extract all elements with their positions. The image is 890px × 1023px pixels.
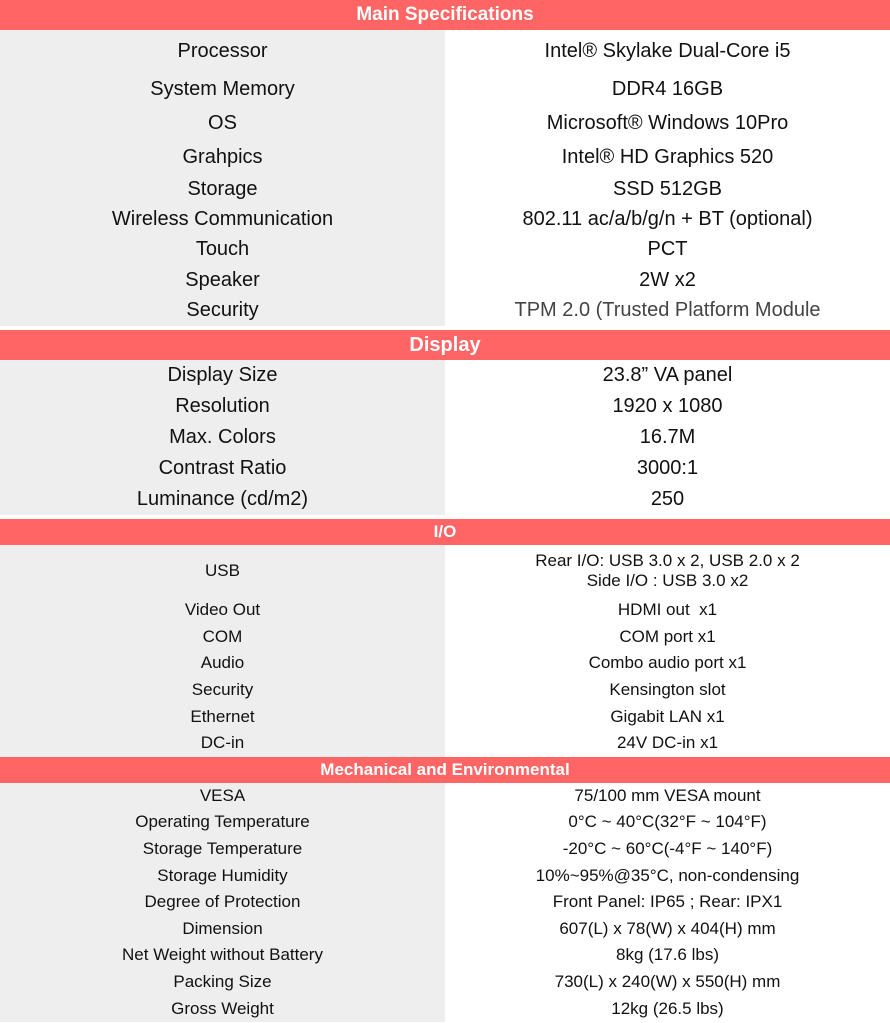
spec-value-line: Gigabit LAN x1	[610, 706, 725, 726]
spec-label: Video Out	[0, 597, 445, 624]
spec-value-line: Intel® Skylake Dual-Core i5	[544, 39, 791, 62]
spec-value-line: 0°C ~ 40°C(32°F ~ 104°F)	[568, 812, 767, 832]
spec-value-line: Side I/O : USB 3.0 x2	[586, 571, 749, 590]
spec-value	[445, 783, 890, 810]
spec-value	[445, 174, 890, 204]
spec-label: Ethernet	[0, 703, 445, 730]
spec-row	[0, 969, 890, 996]
spec-value	[445, 836, 890, 863]
section-rows	[0, 30, 890, 326]
spec-label: Dimension	[0, 916, 445, 943]
spec-value-line: Kensington slot	[609, 680, 726, 700]
spec-row	[0, 391, 890, 422]
spec-value-line: HDMI out x1	[617, 600, 718, 620]
spec-value-line: 24V DC-in x1	[616, 733, 719, 753]
spec-label: Security	[0, 295, 445, 326]
spec-value	[445, 106, 890, 140]
spec-row	[0, 783, 890, 810]
spec-value	[445, 484, 890, 515]
spec-row	[0, 30, 890, 72]
section-title: Display	[0, 330, 890, 360]
spec-row	[0, 453, 890, 484]
spec-label: DC-in	[0, 730, 445, 757]
spec-row	[0, 942, 890, 969]
section-title: I/O	[0, 519, 890, 545]
spec-value-line: DDR4 16GB	[611, 77, 724, 100]
spec-value-line: 730(L) x 240(W) x 550(H) mm	[554, 972, 781, 992]
spec-row	[0, 106, 890, 140]
section-title: Main Specifications	[0, 0, 890, 30]
spec-value	[445, 295, 890, 326]
spec-value	[445, 204, 890, 234]
spec-label: Grahpics	[0, 140, 445, 174]
section-rows	[0, 360, 890, 515]
spec-label: Degree of Protection	[0, 889, 445, 916]
spec-row	[0, 836, 890, 863]
spec-label: Contrast Ratio	[0, 453, 445, 484]
spec-row	[0, 360, 890, 391]
spec-row	[0, 650, 890, 677]
spec-value-line: SSD 512GB	[613, 177, 722, 200]
spec-value	[445, 422, 890, 453]
spec-row	[0, 484, 890, 515]
spec-value	[445, 862, 890, 889]
spec-label: COM	[0, 624, 445, 651]
spec-label: Storage	[0, 174, 445, 204]
section-mechanical-environmental	[0, 757, 890, 1022]
spec-value-line: 16.7M	[639, 426, 696, 448]
spec-value-line: 607(L) x 78(W) x 404(H) mm	[559, 918, 776, 938]
spec-label: Luminance (cd/m2)	[0, 484, 445, 515]
spec-value	[445, 360, 890, 391]
spec-value-line: Rear I/O: USB 3.0 x 2, USB 2.0 x 2	[535, 551, 800, 570]
spec-value	[445, 730, 890, 757]
spec-row	[0, 703, 890, 730]
spec-label: OS	[0, 106, 445, 140]
spec-value-line: 23.8” VA panel	[602, 364, 733, 386]
spec-row	[0, 265, 890, 295]
spec-value-line: TPM 2.0 (Trusted Platform Module	[514, 299, 821, 321]
spec-label: Audio	[0, 650, 445, 677]
spec-value-line: 8kg (17.6 lbs)	[616, 945, 719, 965]
spec-value	[445, 72, 890, 106]
section-rows	[0, 783, 890, 1022]
spec-label: Operating Temperature	[0, 809, 445, 836]
spec-value	[445, 889, 890, 916]
spec-value-line: 10%~95%@35°C, non-condensing	[535, 865, 800, 885]
spec-row	[0, 730, 890, 757]
spec-value-line: 250	[650, 488, 685, 510]
spec-row	[0, 422, 890, 453]
spec-value	[445, 545, 890, 597]
spec-value	[445, 624, 890, 651]
spec-row	[0, 995, 890, 1022]
spec-label: Gross Weight	[0, 995, 445, 1022]
spec-label: Storage Temperature	[0, 836, 445, 863]
spec-value-line: 802.11 ac/a/b/g/n + BT (optional)	[522, 207, 813, 230]
spec-row	[0, 204, 890, 234]
spec-row	[0, 624, 890, 651]
spec-value-line: 12kg (26.5 lbs)	[611, 998, 724, 1018]
section-display	[0, 330, 890, 515]
spec-row	[0, 140, 890, 174]
spec-value-line: 2W x2	[639, 268, 696, 291]
spec-row	[0, 862, 890, 889]
spec-row	[0, 809, 890, 836]
spec-value	[445, 995, 890, 1022]
spec-row	[0, 677, 890, 704]
spec-label: System Memory	[0, 72, 445, 106]
spec-value	[445, 677, 890, 704]
spec-value-line: Microsoft® Windows 10Pro	[546, 111, 789, 134]
spec-value	[445, 391, 890, 422]
spec-row	[0, 234, 890, 265]
spec-value	[445, 809, 890, 836]
spec-label: Wireless Communication	[0, 204, 445, 234]
spec-label: Security	[0, 677, 445, 704]
spec-label: Packing Size	[0, 969, 445, 996]
spec-row	[0, 72, 890, 106]
spec-value	[445, 140, 890, 174]
spec-label: Storage Humidity	[0, 862, 445, 889]
spec-row	[0, 916, 890, 943]
spec-value	[445, 916, 890, 943]
spec-value-line: PCT	[647, 238, 688, 260]
spec-value	[445, 234, 890, 265]
spec-label: Processor	[0, 30, 445, 72]
spec-value	[445, 30, 890, 72]
spec-value	[445, 969, 890, 996]
spec-value-line: COM port x1	[619, 626, 716, 646]
spec-value-line: Intel® HD Graphics 520	[561, 145, 774, 168]
spec-value	[445, 265, 890, 295]
spec-label: USB	[0, 545, 445, 597]
spec-value-line: 3000:1	[636, 457, 699, 479]
spec-row	[0, 545, 890, 597]
spec-row	[0, 597, 890, 624]
spec-label: Touch	[0, 234, 445, 265]
spec-row	[0, 295, 890, 326]
spec-value-line: Front Panel: IP65 ; Rear: IPX1	[552, 892, 783, 912]
spec-label: Resolution	[0, 391, 445, 422]
spec-label: VESA	[0, 783, 445, 810]
spec-row	[0, 889, 890, 916]
spec-value	[445, 942, 890, 969]
section-title: Mechanical and Environmental	[0, 757, 890, 783]
spec-value-line: 1920 x 1080	[612, 395, 723, 417]
spec-value	[445, 650, 890, 677]
spec-label: Speaker	[0, 265, 445, 295]
spec-value	[445, 597, 890, 624]
spec-value	[445, 703, 890, 730]
spec-value	[445, 453, 890, 484]
spec-value-line: -20°C ~ 60°C(-4°F ~ 140°F)	[562, 839, 773, 859]
spec-label: Net Weight without Battery	[0, 942, 445, 969]
spec-label: Max. Colors	[0, 422, 445, 453]
spec-value-line: Combo audio port x1	[588, 653, 747, 673]
section-io	[0, 519, 890, 757]
spec-label: Display Size	[0, 360, 445, 391]
spec-value-line: 75/100 mm VESA mount	[574, 785, 761, 805]
section-main-specifications	[0, 0, 890, 326]
spec-row	[0, 174, 890, 204]
section-rows	[0, 545, 890, 757]
